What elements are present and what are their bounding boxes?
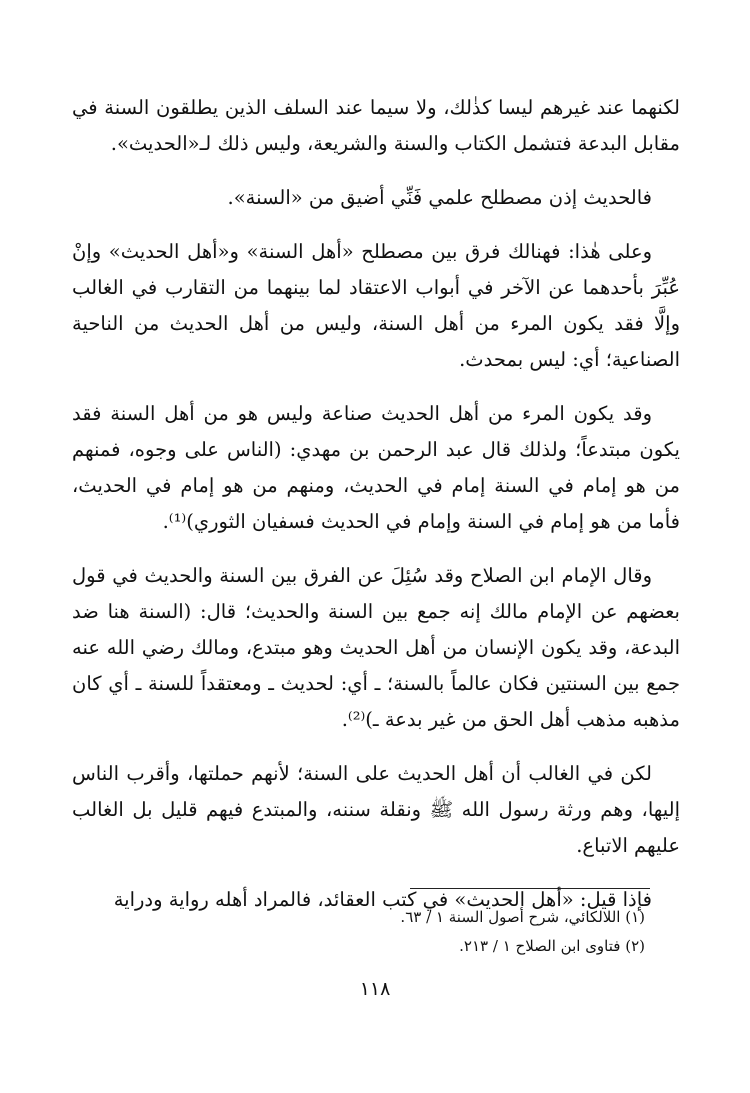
paragraph-1: لكنهما عند غيرهم ليسا كذٰلك، ولا سيما عند السلف الذين يطلقون السنة في مقابل البدعة فتشمل الكتاب والسنة والشريعة، وليس ذلك لـ«الحديث». xyxy=(72,96,680,155)
footnotes xyxy=(150,903,645,961)
paragraph-3: وعلى هٰذا: فهنالك فرق بين مصطلح «أهل السنة» و«أهل الحديث» وإنْ عُبِّرَ بأحدهما عن الآخر في أبواب الاعتقاد لما بينهما من التقارب في الغالب وإلَّا فقد يكون المرء من أهل السنة، وليس من أهل الحديث من الناحية الصناعية؛ أي: ليس بمحدث. xyxy=(72,240,680,371)
paragraph-6: لكن في الغالب أن أهل الحديث على السنة؛ لأنهم حملتها، وأقرب الناس إليها، وهم ورثة رسول الله ﷺ ونقلة سننه، والمبتدع فيهم قليل بل الغالب عليهم الاتباع. xyxy=(72,762,680,857)
paragraph-4: وقد يكون المرء من أهل الحديث صناعة وليس هو من أهل السنة فقد يكون مبتدعاً؛ ولذلك قال عبد الرحمن بن مهدي: (الناس على وجوه، فمنهم من هو إمام في السنة إمام في الحديث، ومنهم من هو إمام في الحديث، فأما من هو إمام في السنة وإمام في الحديث فسفيان الثوري)⁽¹⁾. xyxy=(72,402,680,533)
paragraph-5: وقال الإمام ابن الصلاح وقد سُئِلَ عن الفرق بين السنة والحديث في قول بعضهم عن الإمام مالك إنه جمع بين السنة والحديث؛ قال: (السنة هنا ضد البدعة، وقد يكون الإنسان من أهل الحديث وهو مبتدع، ومالك رضي الله عنه جمع بين السنتين فكان عالماً بالسنة؛ ـ أي: لحديث ـ ومعتقداً للسنة ـ أي كان مذهبه مذهب أهل الحق من غير بدعة ـ)⁽²⁾. xyxy=(72,564,680,731)
footnote-divider xyxy=(410,888,650,889)
paragraph-2: فالحديث إذن مصطلح علمي فَنِّي أضيق من «السنة». xyxy=(227,186,652,209)
footnote-2: (٢) فتاوى ابن الصلاح ١ / ٢١٣. xyxy=(459,937,645,955)
page-number: ١١٨ xyxy=(359,978,391,1000)
paragraph-7: فإذا قيل: «أهل الحديث» في كتب العقائد، فالمراد أهله رواية ودراية xyxy=(113,888,652,911)
main-text xyxy=(72,90,680,936)
footnote-1: (١) اللالكائي، شرح أصول السنة ١ / ٦٣. xyxy=(400,908,645,926)
